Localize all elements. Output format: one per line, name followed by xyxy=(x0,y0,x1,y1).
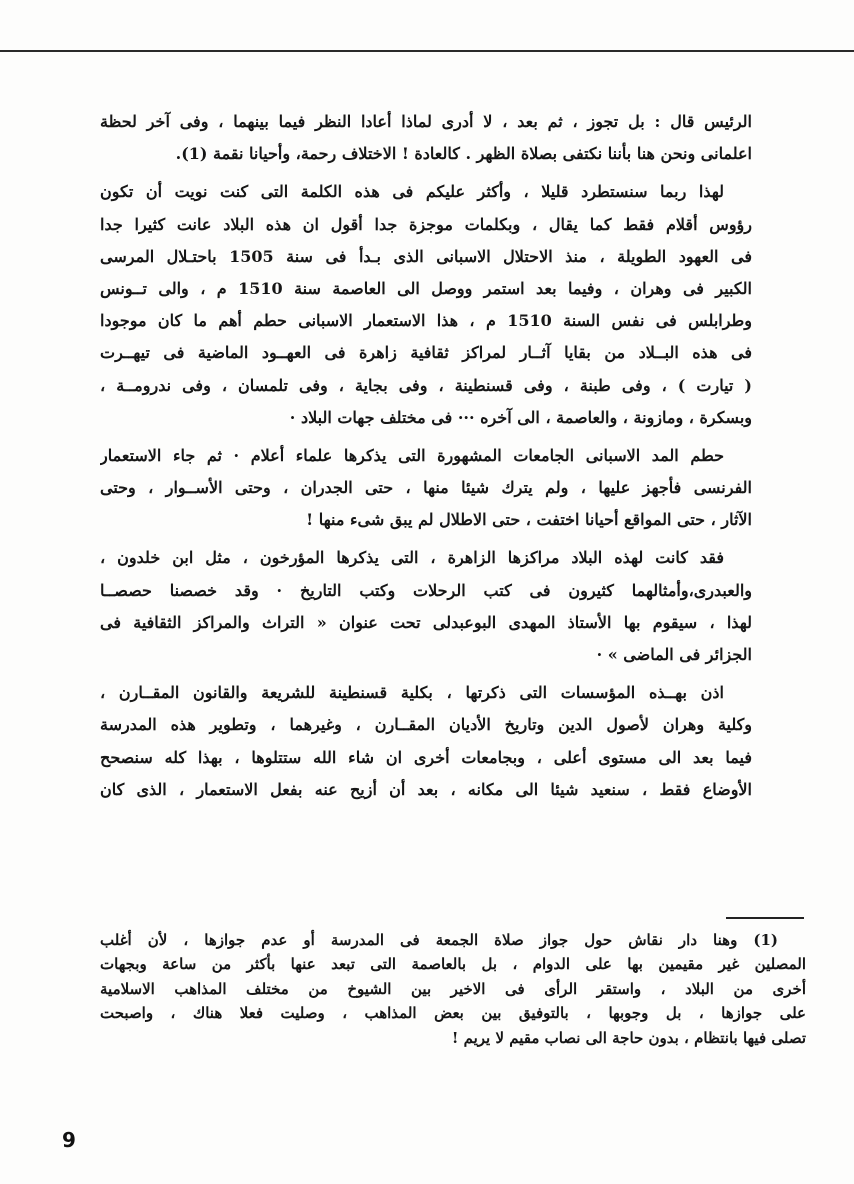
text-line: ( تيارت ) ، وفى طبنة ، وفى قسنطينة ، وفى بجاية ، وفى تلمسان ، وفى ندرومــة ، xyxy=(100,375,752,395)
text-line: الرئيس قال : بل تجوز ، ثم بعد ، لا أدرى لماذا أعادا النظر فيما بينهما ، وفى آخر لحظة xyxy=(100,112,752,131)
text-line: فى هذه البــلاد من بقايا آثــار لمراكز ثقافية زاهرة فى العهــود الماضية فى تيهــرت xyxy=(100,343,752,363)
text-line: وطرابلس فى نفس السنة 1510 م ، هذا الاستعمار الاسبانى حطم أهم ما كان موجودا xyxy=(100,311,752,331)
footnote-line: (1) وهنا دار نقاش حول جواز صلاة الجمعة فى المدرسة أو عدم جوازها ، لأن أغلب xyxy=(100,931,779,949)
text-line: الجزائر فى الماضى » · xyxy=(596,645,752,664)
text-line: والعبدرى،وأمثالهما كثيرون فى كتب الرحلات وكتب التاريخ · وقد خصصنا حصصــا xyxy=(100,580,752,600)
footnote-line: تصلى فيها بانتظام ، بدون حاجة الى نصاب مقيم لا يريم ! xyxy=(451,1028,806,1047)
paragraph-2 xyxy=(100,176,752,434)
text-line: اعلمانى ونحن هنا بأننا نكتفى بصلاة الظهر . كالعادة ! الاختلاف رحمة، وأحيانا نقمة (1). xyxy=(175,144,752,164)
page-number: 9 xyxy=(62,1128,76,1152)
paragraph-5 xyxy=(100,677,752,806)
text-line: رؤوس أقلام فقط كما يقال ، وبكلمات موجزة جدا أقول ان هذه البلاد عانت كثيرا جدا xyxy=(100,214,752,234)
paragraph-1 xyxy=(100,106,752,170)
paragraph-4 xyxy=(100,542,752,671)
text-line: اذن بهــذه المؤسسات التى ذكرتها ، بكلية قسنطينة للشريعة والقانون المقــارن ، xyxy=(100,683,724,703)
text-line: الفرنسى فأجهز عليها ، ولم يترك شيئا منها ، حتى الجدران ، وحتى الأســوار ، وحتى xyxy=(100,478,752,498)
text-line: لهذا ، سيقوم بها الأستاذ المهدى البوعبدلى تحت عنوان « التراث والمراكز الثقافية فى xyxy=(100,612,752,632)
text-line: وكلية وهران لأصول الدين وتاريخ الأديان المقــارن ، وغيرهما ، وتطوير هذه المدرسة xyxy=(100,715,752,735)
paragraph-3 xyxy=(100,440,752,537)
text-line: فى العهود الطويلة ، منذ الاحتلال الاسبانى الذى بـدأ فى سنة 1505 باحتـلال المرسى xyxy=(100,246,752,266)
footnote-line: أخرى من البلاد ، واستقر الرأى فى الاخير بين الشيوخ من مختلف المذاهب الاسلامية xyxy=(100,979,806,998)
text-line: لهذا ربما سنستطرد قليلا ، وأكثر عليكم فى هذه الكلمة التى كنت نويت أن تكون xyxy=(100,182,725,202)
text-line: وبسكرة ، ومازونة ، والعاصمة ، الى آخره ··· فى مختلف جهات البلاد · xyxy=(289,407,752,427)
text-line: فيما بعد الى مستوى أعلى ، وبجامعات أخرى ان شاء الله ستتلوها ، بهذا كله سنصحح xyxy=(100,747,752,767)
header-rule xyxy=(0,50,854,52)
footnote xyxy=(100,928,806,1050)
footnote-rule xyxy=(726,917,804,919)
text-line: حطم المد الاسبانى الجامعات المشهورة التى يذكرها علماء أعلام · ثم جاء الاستعمار xyxy=(100,445,724,465)
footnote-line: على جوازها ، بل وجوبها ، بالتوفيق بين بعض المذاهب ، وصليت فعلا هناك ، واصبحت xyxy=(100,1004,806,1023)
text-line: الكبير فى وهران ، وفيما بعد استمر ووصل الى العاصمة سنة 1510 م ، والى تــونس xyxy=(100,278,752,298)
footnote-line: المصلين غير مقيمين بها على الدوام ، بل بالعاصمة التى تبعد عنها بأكثر من ساعة وبجهات xyxy=(100,955,806,974)
text-line: فقد كانت لهذه البلاد مراكزها الزاهرة ، التى يذكرها المؤرخون ، مثل ابن خلدون ، xyxy=(100,548,724,568)
text-line: الأوضاع فقط ، سنعيد شيئا الى مكانه ، بعد أن أزيح عنه بفعل الاستعمار ، الذى كان xyxy=(100,779,752,799)
main-text xyxy=(100,106,752,806)
text-line: الآثار ، حتى المواقع أحيانا اختفت ، حتى الاطلال لم يبق شىء منها ! xyxy=(306,510,752,530)
